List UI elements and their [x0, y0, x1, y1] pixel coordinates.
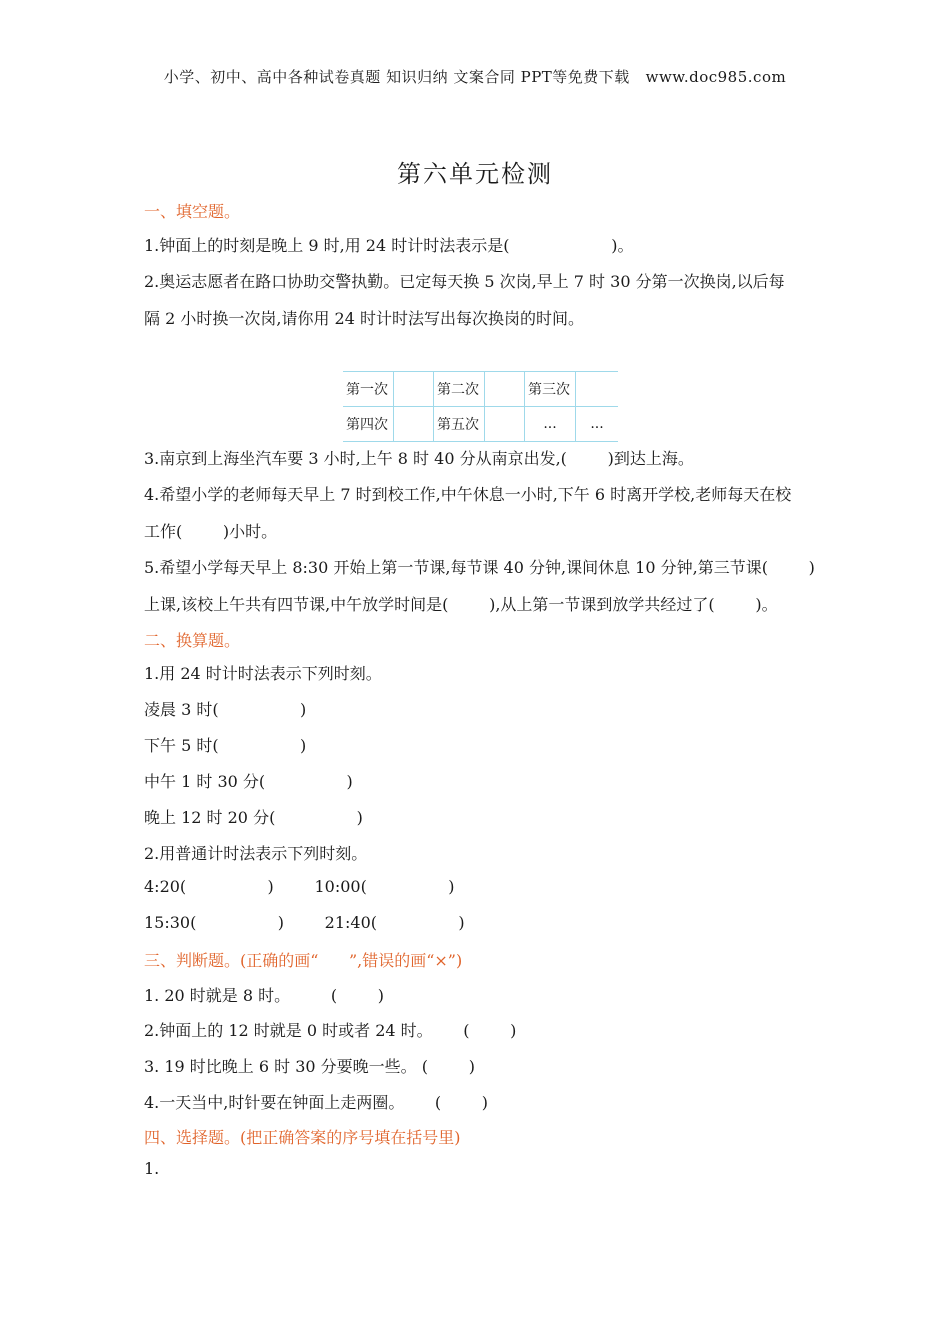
table-row: [343, 407, 618, 442]
judgement-item: 2.钟面上的 12 时就是 0 时或者 24 时。 ( ): [144, 1021, 517, 1040]
question-1-4-line1: 4.希望小学的老师每天早上 7 时到校工作,中午休息一小时,下午 6 时离开学校,老师每天在校: [144, 485, 792, 504]
question-1-5-line1: 5.希望小学每天早上 8:30 开始上第一节课,每节课 40 分钟,课间休息 10 分钟,第三节课( ): [144, 558, 815, 577]
section-4-heading: 四、选择题。(把正确答案的序号填在括号里): [144, 1128, 461, 1147]
page-header-banner: 小学、初中、高中各种试卷真题 知识归纳 文案合同 PPT等免费下载 www.doc985.com: [163, 68, 787, 86]
shift-time-table: [343, 371, 618, 442]
conversion-item: 凌晨 3 时( ): [144, 700, 307, 719]
question-1-3: 3.南京到上海坐汽车要 3 小时,上午 8 时 40 分从南京出发,( )到达上海。: [144, 449, 694, 468]
table-cell: ...: [525, 407, 576, 442]
page-title: 第六单元检测: [397, 160, 553, 188]
section-2-heading: 二、换算题。: [144, 631, 241, 650]
question-1-2-line2: 隔 2 小时换一次岗,请你用 24 时计时法写出每次换岗的时间。: [144, 309, 584, 328]
table-cell: 第三次: [525, 372, 576, 407]
table-cell: 第四次: [343, 407, 394, 442]
answer-cell[interactable]: [394, 407, 434, 442]
answer-cell[interactable]: [576, 372, 619, 407]
question-4-1: 1.: [144, 1159, 160, 1178]
table-cell: 第二次: [434, 372, 485, 407]
table-row: [343, 372, 618, 407]
section-1-heading: 一、填空题。: [144, 202, 241, 221]
table-cell: ...: [576, 407, 619, 442]
question-1-5-line2: 上课,该校上午共有四节课,中午放学时间是( ),从上第一节课到放学共经过了( )。: [144, 595, 778, 614]
question-1-2-line1: 2.奥运志愿者在路口协助交警执勤。已定每天换 5 次岗,早上 7 时 30 分第一次换岗,以后每: [144, 272, 785, 291]
conversion-row: 15:30( ) 21:40( ): [144, 913, 465, 932]
question-1-1: 1.钟面上的时刻是晚上 9 时,用 24 时计时法表示是( )。: [144, 236, 634, 255]
question-1-4-line2: 工作( )小时。: [144, 522, 278, 541]
answer-cell[interactable]: [485, 372, 525, 407]
answer-cell[interactable]: [394, 372, 434, 407]
answer-cell[interactable]: [485, 407, 525, 442]
question-2-2: 2.用普通计时法表示下列时刻。: [144, 844, 368, 863]
judgement-item: 3. 19 时比晚上 6 时 30 分要晚一些。 ( ): [144, 1057, 475, 1076]
conversion-item: 下午 5 时( ): [144, 736, 307, 755]
judgement-item: 4.一天当中,时针要在钟面上走两圈。 ( ): [144, 1093, 489, 1112]
table-cell: 第五次: [434, 407, 485, 442]
table-cell: 第一次: [343, 372, 394, 407]
conversion-item: 晚上 12 时 20 分( ): [144, 808, 363, 827]
question-2-1: 1.用 24 时计时法表示下列时刻。: [144, 664, 382, 683]
section-3-heading: 三、判断题。(正确的画“ ”,错误的画“×”): [144, 951, 463, 970]
judgement-item: 1. 20 时就是 8 时。 ( ): [144, 986, 385, 1005]
conversion-item: 中午 1 时 30 分( ): [144, 772, 353, 791]
conversion-row: 4:20( ) 10:00( ): [144, 877, 455, 896]
